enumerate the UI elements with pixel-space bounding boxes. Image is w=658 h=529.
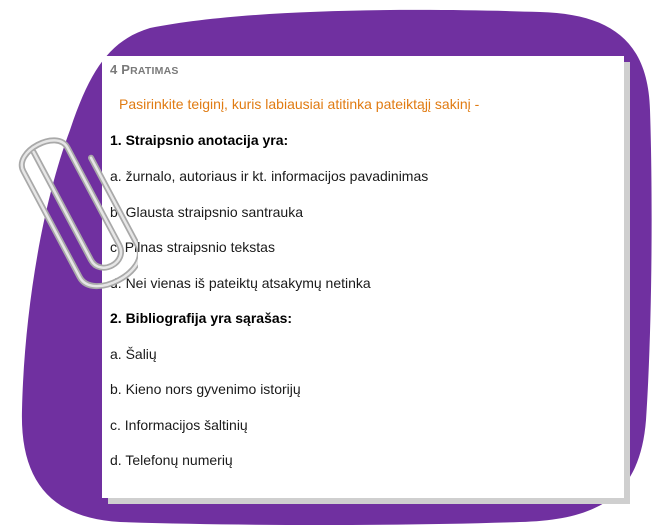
question-2-option-b[interactable]: b. Kieno nors gyvenimo istorijų (110, 381, 301, 397)
question-2-option-c[interactable]: c. Informacijos šaltinių (110, 417, 248, 433)
question-2-option-a[interactable]: a. Šalių (110, 346, 157, 362)
question-1-option-b[interactable]: b. Glausta straipsnio santrauka (110, 204, 303, 220)
instruction-text: Pasirinkite teiginį, kuris labiausiai atitinka pateiktąjį sakinį - (119, 96, 480, 112)
question-2-prompt: 2. Bibliografija yra sąrašas: (110, 310, 293, 326)
exercise-title (110, 62, 179, 77)
exercise-number: 4 (110, 62, 118, 77)
question-1-prompt: 1. Straipsnio anotacija yra: (110, 132, 289, 148)
question-1-option-d[interactable]: d. Nei vienas iš pateiktų atsakymų netinka (110, 275, 371, 291)
exercise-title-rest: RATIMAS (130, 65, 179, 77)
question-2-option-d[interactable]: d. Telefonų numerių (110, 452, 233, 468)
exercise-title-first: P (121, 62, 131, 77)
question-1-option-a[interactable]: a. žurnalo, autoriaus ir kt. informacijos pavadinimas (110, 168, 429, 184)
question-1-option-c[interactable]: c. Pilnas straipsnio tekstas (110, 239, 275, 255)
